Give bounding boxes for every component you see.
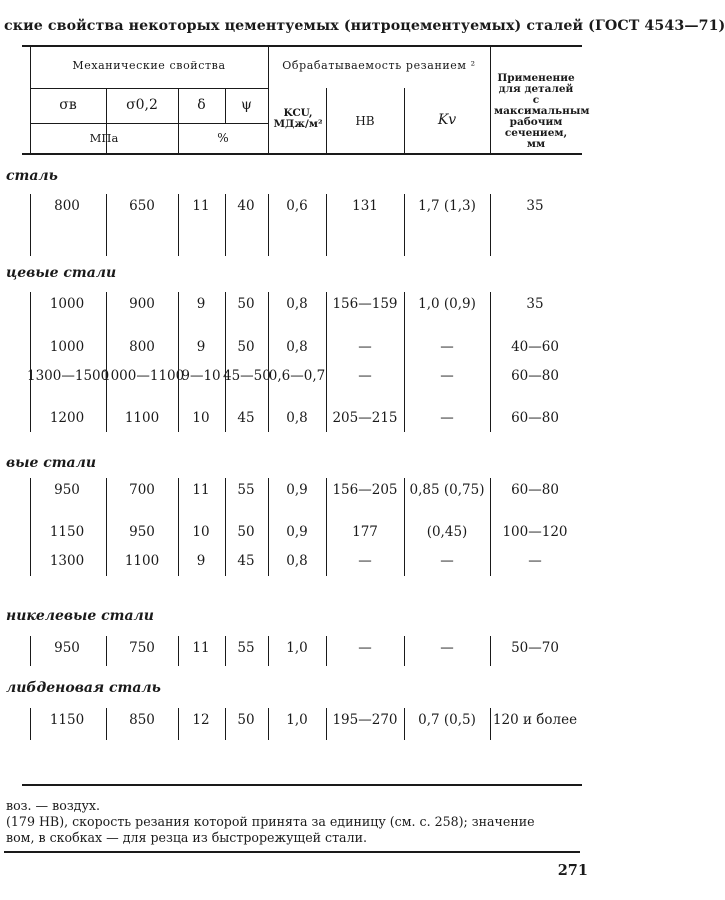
table-cell: 100—120 [502,524,568,540]
page-number: 271 [557,862,588,879]
table-cell: 60—80 [511,368,559,384]
table-cell: 1000 [49,296,85,312]
table-cell: 9 [196,296,206,312]
table-cell: 45—50 [223,368,271,384]
table-cell: 850 [129,712,155,728]
table-cell: 1000—1100 [102,368,185,384]
delta-header: δ [197,97,206,113]
table-cell: 50 [237,296,255,312]
table-cell: 1,0 [286,640,308,656]
table-cell: 0,8 [286,296,308,312]
table-cell: 1,7 (1,3) [418,198,476,214]
table-cell: 950 [54,482,80,498]
header-mid-rule [30,88,268,89]
table-cell: 55 [237,482,255,498]
footer-rule [4,851,580,853]
table-cell: 1,0 [286,712,308,728]
table-cell: 40 [237,198,255,214]
table-cell: 11 [192,198,210,214]
header-vline [490,46,491,154]
table-cell: 60—80 [511,482,559,498]
table-cell: 800 [54,198,80,214]
table-cell: — [440,410,454,426]
table-cell: 800 [129,339,155,355]
kcu-header: KCU, МДж/м² [273,107,323,131]
table-cell: 1100 [124,553,160,569]
table-cell: 205—215 [332,410,398,426]
footnote-line: воз. — воздух. [6,798,100,813]
table-cell: 50—70 [511,640,559,656]
table-cell: 9 [196,339,206,355]
table-cell: 131 [352,198,378,214]
table-cell: 0,9 [286,482,308,498]
table-cell: — [440,368,454,384]
table-cell: 12 [192,712,210,728]
table-cell: — [528,553,542,569]
table-cell: 1000 [49,339,85,355]
table-cell: 156—159 [332,296,398,312]
table-cell: 950 [129,524,155,540]
percent-unit-label: % [217,131,229,145]
table-cell: 55 [237,640,255,656]
table-cell: 0,9 [286,524,308,540]
table-top-rule [22,45,582,47]
table-bottom-rule [22,784,582,786]
table-cell: — [440,339,454,355]
table-cell: 1,0 (0,9) [418,296,476,312]
header-units-rule [30,123,268,124]
sigma-b-header: σв [59,97,77,113]
table-cell: 1200 [49,410,85,426]
section-heading: цевые стали [6,265,117,281]
table-cell: 0,8 [286,410,308,426]
table-cell: 50 [237,339,255,355]
table-cell: — [358,339,372,355]
table-cell: 750 [129,640,155,656]
footnote-line: вом, в скобках — для резца из быстрорежущей стали. [6,830,367,845]
table-cell: 45 [237,410,255,426]
table-cell: 156—205 [332,482,398,498]
table-cell: 60—80 [511,410,559,426]
table-cell: 0,6—0,7 [268,368,326,384]
section-heading: либденовая сталь [6,680,161,696]
table-cell: 177 [352,524,378,540]
table-cell: 1100 [124,410,160,426]
table-cell: 0,8 [286,553,308,569]
kv-header: Kv [437,112,457,128]
table-cell: 45 [237,553,255,569]
table-cell: 40—60 [511,339,559,355]
table-cell: 900 [129,296,155,312]
table-cell: — [358,553,372,569]
table-cell: 1150 [49,712,85,728]
sigma-02-header: σ0,2 [126,97,158,113]
mpa-unit-label: МПа [89,131,119,145]
table-cell: (0,45) [426,524,468,540]
table-title: ские свойства некоторых цементуемых (нитроцементуемых) сталей (ГОСТ 4543—71) [4,18,725,34]
machinability-header: Обрабатываемость резанием ² [282,59,476,72]
section-heading: вые стали [6,455,97,471]
table-cell: 9—10 [181,368,221,384]
table-cell: 10 [192,524,210,540]
table-cell: 50 [237,712,255,728]
table-cell: 120 и более [492,712,578,728]
mech-props-header: Механические свойства [72,59,226,72]
table-cell: 35 [526,198,544,214]
table-cell: 1150 [49,524,85,540]
table-cell: — [440,640,454,656]
table-cell: 700 [129,482,155,498]
table-cell: 50 [237,524,255,540]
table-cell: 950 [54,640,80,656]
psi-header: ψ [241,97,252,113]
table-cell: — [440,553,454,569]
table-cell: 1300—1500 [27,368,110,384]
hb-header: HB [355,114,375,128]
table-cell: 0,7 (0,5) [418,712,476,728]
table-cell: 9 [196,553,206,569]
table-cell: 35 [526,296,544,312]
table-cell: 1300 [49,553,85,569]
section-heading: никелевые стали [6,608,154,624]
table-cell: 0,85 (0,75) [409,482,485,498]
table-cell: 0,8 [286,339,308,355]
section-heading: сталь [6,168,58,184]
table-cell: 650 [129,198,155,214]
table-cell: — [358,640,372,656]
footnote-line: (179 HB), скорость резания которой принята за единицу (см. с. 258); значение [6,814,535,829]
table-cell: 10 [192,410,210,426]
table-cell: — [358,368,372,384]
table-cell: 11 [192,640,210,656]
table-cell: 11 [192,482,210,498]
application-header: Применение для деталей с максимальным рабочим сечением, мм [494,72,590,151]
table-cell: 195—270 [332,712,398,728]
table-cell: 0,6 [286,198,308,214]
